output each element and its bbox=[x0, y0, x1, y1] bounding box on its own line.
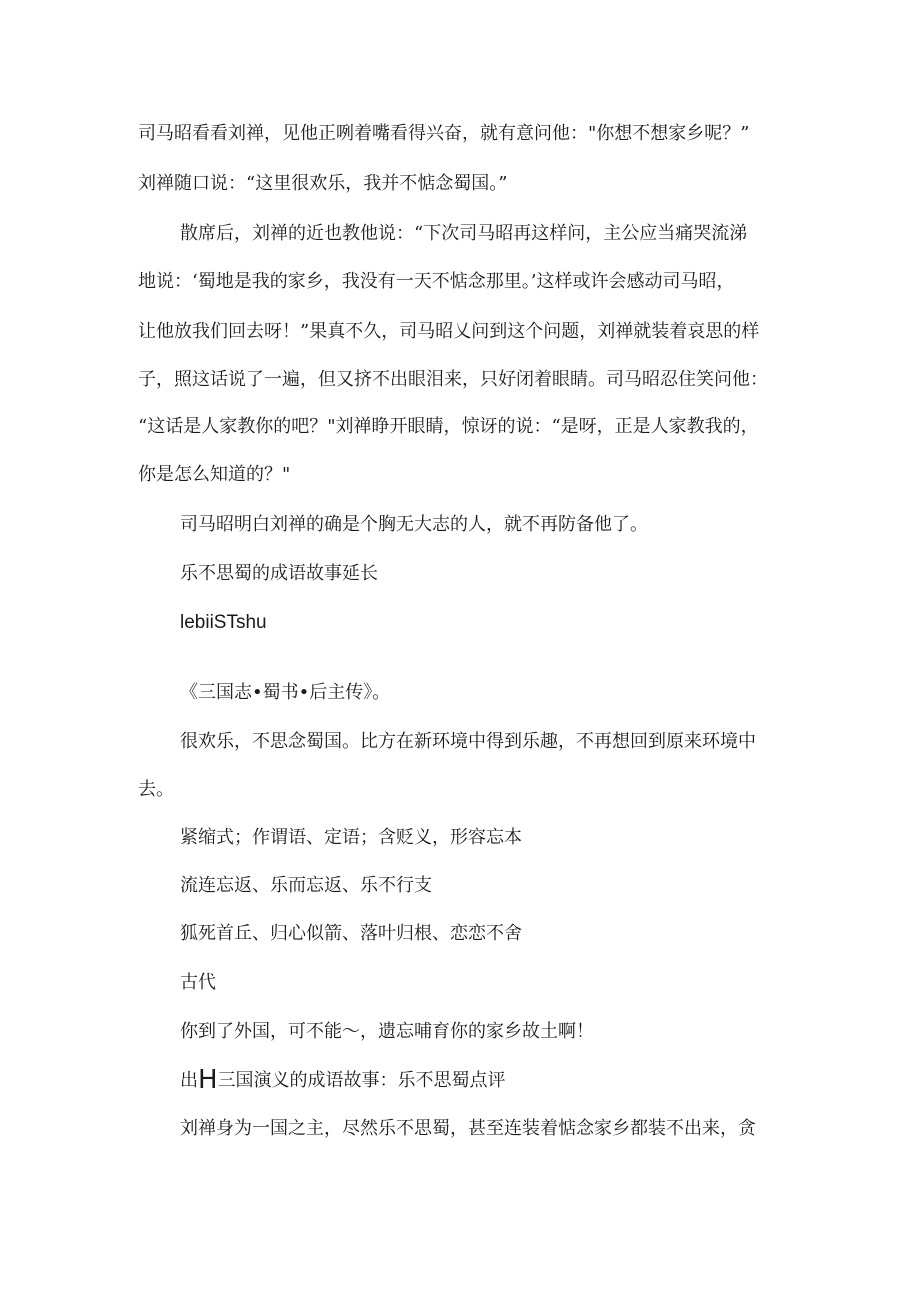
text-line: 让他放我们回去呀！”果真不久，司马昭乂问到这个问题，刘禅就装着哀思的样 bbox=[138, 321, 760, 342]
text-line: 散席后，刘禅的近也教他说：“下次司马昭再这样问，主公应当痛哭流涕 bbox=[180, 223, 748, 244]
text-line: 刘禅随口说：“这里很欢乐，我并不惦念蜀国。” bbox=[138, 173, 508, 194]
heading-prefix: 出 bbox=[180, 1070, 198, 1091]
antonyms-line: 狐死首丘、归心似箭、落叶归根、恋恋不舍 bbox=[180, 923, 522, 944]
text-line: 刘禅身为一国之主，尽然乐不思蜀，甚至连装着惦念家乡都装不出来，贪 bbox=[180, 1118, 756, 1139]
text-line: 地说：‘蜀地是我的家乡，我没有一天不惦念那里。’这样或许会感动司马昭， bbox=[138, 271, 735, 292]
text-line: 你是怎么知道的？" bbox=[138, 464, 291, 485]
meaning-line: 很欢乐，不思念蜀国。比方在新环境中得到乐趣，不再想回到原来环境中 bbox=[180, 731, 756, 752]
synonyms-line: 流连忘返、乐而忘返、乐不行支 bbox=[180, 875, 432, 896]
section-heading: 乐不思蜀的成语故事延长 bbox=[180, 563, 378, 584]
heading-suffix: 三国演义的成语故事：乐不思蜀点评 bbox=[217, 1070, 506, 1091]
commentary-heading bbox=[180, 1065, 506, 1095]
text-line: 司马昭明白刘禅的确是个胸无大志的人，就不再防备他了。 bbox=[180, 514, 648, 535]
pinyin-line: lebiiSTshu bbox=[180, 612, 267, 633]
era-line: 古代 bbox=[180, 972, 216, 993]
usage-line: 紧缩式；作谓语、定语；含贬义，形容忘本 bbox=[180, 827, 522, 848]
text-line: “这话是人家教你的吧？"刘禅睁开眼睛，惊讶的说：“是呀，正是人家教我的， bbox=[138, 416, 759, 437]
source-line: 《三国志•蜀书•后主传》。 bbox=[180, 682, 391, 703]
text-line: 子，照这话说了一遍，但又挤不出眼泪来，只好闭着眼睛。司马昭忍住笑问他： bbox=[138, 369, 768, 390]
example-line: 你到了外国，可不能～，遗忘哺育你的家乡故土啊！ bbox=[180, 1021, 594, 1042]
heading-big-char: H bbox=[198, 1065, 218, 1095]
meaning-line: 去。 bbox=[138, 779, 174, 800]
text-line: 司马昭看看刘禅，见他正咧着嘴看得兴奋，就有意问他："你想不想家乡呢？” bbox=[138, 123, 750, 144]
